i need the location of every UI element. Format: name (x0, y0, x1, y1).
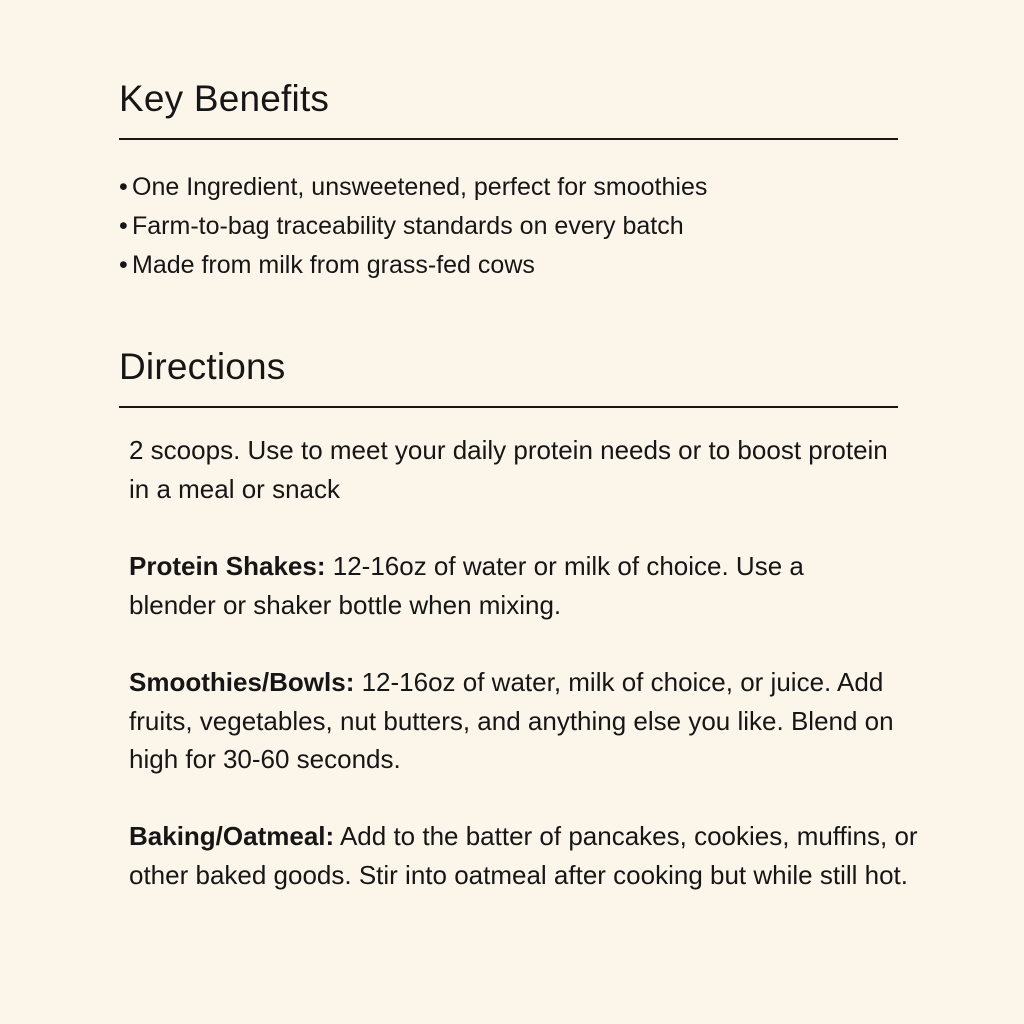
key-benefits-divider (119, 138, 898, 140)
direction-label: Baking/Oatmeal: (129, 821, 335, 851)
directions-divider (119, 406, 898, 408)
direction-protein-shakes (129, 547, 869, 624)
direction-text: 12-16oz of water or milk of choice. Use a blender or shaker bottle when mixing. (129, 551, 804, 620)
directions-heading: Directions (119, 346, 286, 387)
direction-text: 12-16oz of water, milk of choice, or juice. Add fruits, vegetables, nut butters, and anything else you like. Blend on high for 30-60 seconds. (129, 667, 894, 774)
direction-label: Smoothies/Bowls: (129, 667, 355, 697)
direction-smoothies-bowls (129, 663, 919, 779)
benefit-item (119, 207, 707, 246)
direction-label: Protein Shakes: (129, 551, 326, 581)
key-benefits-heading: Key Benefits (119, 78, 330, 119)
benefit-text: Made from milk from grass-fed cows (132, 251, 535, 279)
direction-text: Add to the batter of pancakes, cookies, muffins, or other baked goods. Stir into oatmeal after cooking but while still hot. (129, 821, 918, 890)
bullet-icon: • (119, 212, 128, 240)
directions-intro: 2 scoops. Use to meet your daily protein needs or to boost protein in a meal or snack (129, 435, 888, 504)
benefit-item (119, 246, 707, 285)
benefit-text: Farm-to-bag traceability standards on every batch (132, 212, 684, 240)
benefit-text: One Ingredient, unsweetened, perfect for smoothies (132, 173, 708, 201)
benefit-item (119, 168, 707, 207)
bullet-icon: • (119, 173, 128, 201)
key-benefits-list (119, 168, 707, 285)
bullet-icon: • (119, 251, 128, 279)
direction-baking-oatmeal (129, 817, 919, 894)
